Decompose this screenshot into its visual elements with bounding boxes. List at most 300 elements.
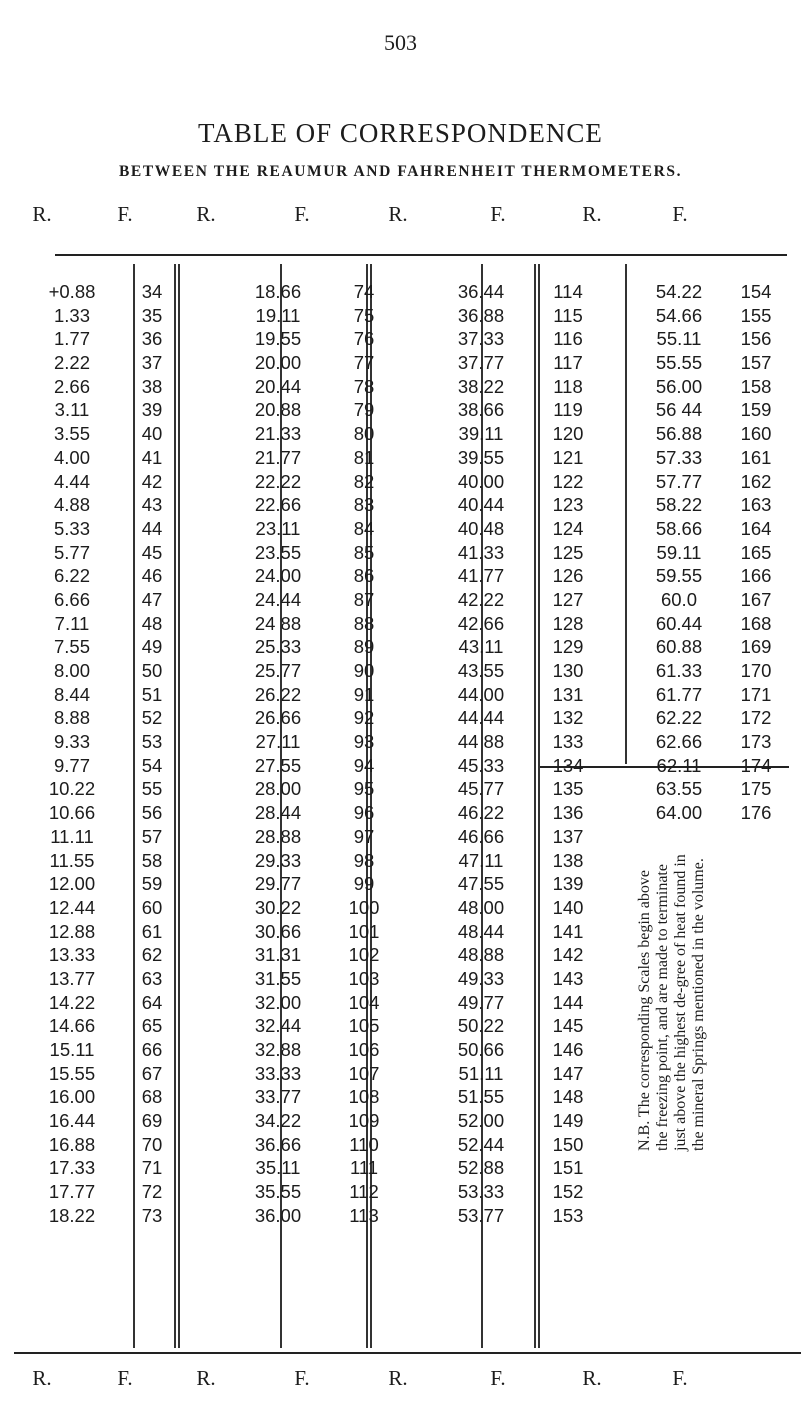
table-top-rule <box>55 254 787 256</box>
fahrenheit-cell: 62 <box>141 944 163 966</box>
table-row <box>18 398 790 422</box>
fahrenheit-cell: 57 <box>141 825 163 847</box>
fahrenheit-cell: 110 <box>349 1133 379 1155</box>
reaumur-cell: 36.66 <box>254 1133 302 1155</box>
reaumur-cell: 40.44 <box>457 494 505 516</box>
fahrenheit-cell: 129 <box>552 636 584 658</box>
reaumur-cell: 16.88 <box>48 1133 96 1155</box>
fahrenheit-cell: 175 <box>740 778 772 800</box>
reaumur-cell: 62.11 <box>656 754 702 776</box>
reaumur-cell: 42.66 <box>457 612 505 634</box>
fahrenheit-cell: 140 <box>552 896 584 918</box>
footer-fahrenheit: F. <box>117 1366 133 1390</box>
fahrenheit-cell: 37 <box>141 352 163 374</box>
fahrenheit-cell: 58 <box>141 849 163 871</box>
fahrenheit-cell: 146 <box>552 1039 584 1060</box>
fahrenheit-cell: 159 <box>740 399 772 421</box>
reaumur-cell: 62.66 <box>655 731 703 753</box>
fahrenheit-cell: 36 <box>141 328 163 350</box>
fahrenheit-cell: 60 <box>141 896 163 918</box>
header-fahrenheit: F. <box>672 202 688 226</box>
reaumur-cell: 62.22 <box>655 707 703 729</box>
fahrenheit-cell: 52 <box>141 707 163 729</box>
fahrenheit-cell: 162 <box>740 470 772 492</box>
footer-reaumur: R. <box>196 1366 216 1390</box>
table-row <box>18 327 790 351</box>
fahrenheit-cell: 150 <box>552 1133 584 1155</box>
reaumur-cell: 22.66 <box>254 494 302 516</box>
reaumur-cell: 8.44 <box>53 683 90 705</box>
fahrenheit-cell: 92 <box>353 707 375 729</box>
reaumur-cell: 42.22 <box>457 588 505 610</box>
reaumur-cell: 56 44 <box>655 399 703 421</box>
fahrenheit-cell: 93 <box>353 731 375 753</box>
reaumur-cell: 11.11 <box>50 825 94 847</box>
fahrenheit-cell: 41 <box>141 446 163 468</box>
fahrenheit-cell: 104 <box>348 991 380 1013</box>
fahrenheit-cell: 109 <box>348 1110 380 1132</box>
fahrenheit-cell: 113 <box>349 1204 379 1226</box>
footer-fahrenheit: F. <box>294 1366 310 1390</box>
reaumur-cell: 14.66 <box>48 1015 96 1037</box>
header-fahrenheit: F. <box>117 202 133 226</box>
fahrenheit-cell: 103 <box>348 967 380 989</box>
reaumur-cell: 25.77 <box>254 660 302 681</box>
reaumur-cell: 45.33 <box>457 754 505 776</box>
reaumur-cell: 6.66 <box>53 588 90 610</box>
reaumur-cell: 57.33 <box>655 446 703 468</box>
table-row <box>18 493 790 517</box>
table-row <box>18 754 790 778</box>
fahrenheit-cell: 51 <box>141 683 163 705</box>
fahrenheit-cell: 141 <box>552 920 584 942</box>
fahrenheit-cell: 160 <box>740 423 772 445</box>
fahrenheit-cell: 50 <box>141 660 163 681</box>
reaumur-cell: 36.88 <box>457 304 505 326</box>
fahrenheit-cell: 56 <box>141 802 163 824</box>
fahrenheit-cell: 43 <box>141 494 163 516</box>
fahrenheit-cell: 153 <box>552 1204 584 1226</box>
reaumur-cell: 61.77 <box>655 683 703 705</box>
table-title: TABLE OF CORRESPONDENCE <box>198 118 603 148</box>
fahrenheit-cell: 151 <box>552 1157 584 1179</box>
reaumur-cell: 9.77 <box>53 754 90 776</box>
reaumur-cell: 38.66 <box>457 399 505 421</box>
fahrenheit-cell: 134 <box>552 754 584 776</box>
reaumur-cell: 57.77 <box>655 470 703 492</box>
reaumur-cell: 43.55 <box>457 660 505 681</box>
reaumur-cell: 4.00 <box>53 446 90 468</box>
reaumur-cell: 6.22 <box>53 565 90 587</box>
reaumur-cell: 24.44 <box>254 588 302 610</box>
reaumur-cell: 49.33 <box>457 967 505 989</box>
fahrenheit-cell: 42 <box>141 470 163 492</box>
reaumur-cell: 35.11 <box>255 1157 301 1179</box>
reaumur-cell: 14.22 <box>48 991 96 1013</box>
fahrenheit-cell: 136 <box>552 802 584 824</box>
header-fahrenheit: F. <box>490 202 506 226</box>
reaumur-cell: 20.88 <box>254 399 302 421</box>
fahrenheit-cell: 144 <box>552 991 584 1013</box>
reaumur-cell: 20.00 <box>254 352 302 374</box>
reaumur-cell: 27.55 <box>254 754 302 776</box>
fahrenheit-cell: 156 <box>740 328 772 350</box>
fahrenheit-cell: 118 <box>553 375 583 397</box>
reaumur-cell: 64.00 <box>655 802 703 824</box>
reaumur-cell: 40.48 <box>457 517 505 539</box>
fahrenheit-cell: 96 <box>353 802 375 824</box>
fahrenheit-cell: 49 <box>141 636 163 658</box>
reaumur-cell: 7.55 <box>53 636 90 658</box>
reaumur-cell: 23.55 <box>254 541 302 563</box>
header-reaumur: R. <box>32 202 52 226</box>
fahrenheit-cell: 163 <box>740 494 772 516</box>
reaumur-cell: 5.77 <box>53 541 90 563</box>
fahrenheit-cell: 99 <box>353 873 375 895</box>
fahrenheit-cell: 94 <box>353 754 375 776</box>
reaumur-cell: 33.33 <box>254 1062 302 1084</box>
reaumur-cell: 37.77 <box>457 352 505 374</box>
reaumur-cell: 60.88 <box>655 636 703 658</box>
fahrenheit-cell: 122 <box>552 470 584 492</box>
reaumur-cell: 4.44 <box>53 470 90 492</box>
reaumur-cell: 32.44 <box>254 1015 302 1037</box>
reaumur-cell: 60.44 <box>655 612 703 634</box>
fahrenheit-cell: 71 <box>141 1157 163 1179</box>
fahrenheit-cell: 68 <box>141 1086 163 1108</box>
fahrenheit-cell: 85 <box>353 541 375 563</box>
fahrenheit-cell: 90 <box>353 660 375 681</box>
reaumur-cell: 38.22 <box>457 375 505 397</box>
fahrenheit-cell: 167 <box>740 588 772 610</box>
fahrenheit-cell: 66 <box>141 1039 163 1060</box>
reaumur-cell: 12.88 <box>48 920 96 942</box>
reaumur-cell: 5.33 <box>53 517 90 539</box>
reaumur-cell: 48.00 <box>457 896 505 918</box>
reaumur-cell: 28.00 <box>254 778 302 800</box>
table-row <box>18 422 790 446</box>
reaumur-cell: 61.33 <box>655 660 703 681</box>
fahrenheit-cell: 35 <box>141 304 163 326</box>
fahrenheit-cell: 165 <box>740 541 772 563</box>
fahrenheit-cell: 75 <box>353 304 375 326</box>
fahrenheit-cell: 54 <box>141 754 163 776</box>
fahrenheit-cell: 124 <box>552 517 584 539</box>
reaumur-cell: 60.0 <box>660 588 697 610</box>
reaumur-cell: 33.77 <box>254 1086 302 1108</box>
bottom-column-headers <box>0 1366 801 1392</box>
header-reaumur: R. <box>196 202 216 226</box>
table-row <box>18 683 790 707</box>
reaumur-cell: 29.77 <box>254 873 302 895</box>
reaumur-cell: 29.33 <box>254 849 302 871</box>
reaumur-cell: 13.77 <box>48 967 96 989</box>
fahrenheit-cell: 166 <box>740 565 772 587</box>
table-row <box>18 470 790 494</box>
reaumur-cell: 23.11 <box>255 517 301 539</box>
reaumur-cell: 11.55 <box>49 849 95 871</box>
fahrenheit-cell: 126 <box>552 565 584 587</box>
reaumur-cell: 16.00 <box>48 1086 96 1108</box>
table-row <box>18 588 790 612</box>
reaumur-cell: 24.00 <box>254 565 302 587</box>
reaumur-cell: 56.88 <box>655 423 703 445</box>
reaumur-cell: 41.33 <box>457 541 505 563</box>
reaumur-cell: 58.66 <box>655 517 703 539</box>
fahrenheit-cell: 44 <box>141 517 163 539</box>
fahrenheit-cell: 76 <box>353 328 375 350</box>
footer-reaumur: R. <box>388 1366 408 1390</box>
fahrenheit-cell: 137 <box>552 825 584 847</box>
reaumur-cell: 30.66 <box>254 920 302 942</box>
fahrenheit-cell: 164 <box>740 517 772 539</box>
fahrenheit-cell: 154 <box>740 281 772 302</box>
reaumur-cell: 63.55 <box>655 778 703 800</box>
fahrenheit-cell: 105 <box>348 1015 380 1037</box>
fahrenheit-cell: 80 <box>353 423 375 445</box>
fahrenheit-cell: 83 <box>353 494 375 516</box>
fahrenheit-cell: 63 <box>141 967 163 989</box>
fahrenheit-cell: 73 <box>141 1204 163 1226</box>
fahrenheit-cell: 149 <box>552 1110 584 1132</box>
reaumur-cell: 36.44 <box>457 281 505 302</box>
reaumur-cell: 20.44 <box>254 375 302 397</box>
reaumur-cell: 43.11 <box>458 636 504 658</box>
reaumur-cell: 18.22 <box>48 1204 96 1226</box>
fahrenheit-cell: 86 <box>353 565 375 587</box>
reaumur-cell: 27.11 <box>255 731 301 753</box>
reaumur-cell: 7.11 <box>54 612 90 634</box>
reaumur-cell: 10.22 <box>48 778 96 800</box>
footnote: N.B. The corresponding Scales begin above the freezing point, and are made to terminate just above the highest de-gree of heat found in the mineral Springs mentioned in the volume. <box>636 854 707 1151</box>
reaumur-cell: 26.22 <box>254 683 302 705</box>
fahrenheit-cell: 65 <box>141 1015 163 1037</box>
reaumur-cell: 52.88 <box>457 1157 505 1179</box>
fahrenheit-cell: 120 <box>552 423 584 445</box>
reaumur-cell: 44.44 <box>457 707 505 729</box>
reaumur-cell: 53.77 <box>457 1204 505 1226</box>
reaumur-cell: 12.00 <box>48 873 96 895</box>
reaumur-cell: 37.33 <box>457 328 505 350</box>
reaumur-cell: 26.66 <box>254 707 302 729</box>
reaumur-cell: 48.88 <box>457 944 505 966</box>
fahrenheit-cell: 117 <box>553 352 583 374</box>
reaumur-cell: 4.88 <box>53 494 90 516</box>
table-row <box>18 777 790 801</box>
reaumur-cell: 15.55 <box>48 1062 96 1084</box>
reaumur-cell: 9.33 <box>53 731 90 753</box>
table-row <box>18 541 790 565</box>
fahrenheit-cell: 116 <box>553 328 583 350</box>
reaumur-cell: 36.00 <box>254 1204 302 1226</box>
reaumur-cell: 49.77 <box>457 991 505 1013</box>
fahrenheit-cell: 89 <box>353 636 375 658</box>
fahrenheit-cell: 171 <box>740 683 772 705</box>
fahrenheit-cell: 78 <box>353 375 375 397</box>
footer-fahrenheit: F. <box>490 1366 506 1390</box>
table-row <box>18 706 790 730</box>
reaumur-cell: 8.88 <box>53 707 90 729</box>
table-row <box>18 635 790 659</box>
fahrenheit-cell: 67 <box>141 1062 163 1084</box>
fahrenheit-cell: 143 <box>552 967 584 989</box>
fahrenheit-cell: 100 <box>348 896 380 918</box>
fahrenheit-cell: 152 <box>552 1181 584 1203</box>
fahrenheit-cell: 131 <box>552 683 584 705</box>
reaumur-cell: 59.11 <box>656 541 702 563</box>
header-fahrenheit: F. <box>294 202 310 226</box>
fahrenheit-cell: 107 <box>348 1062 380 1084</box>
page-number: 503 <box>384 30 417 55</box>
reaumur-cell: 45.77 <box>457 778 505 800</box>
fahrenheit-cell: 46 <box>141 565 163 587</box>
top-column-headers <box>0 202 801 228</box>
reaumur-cell: 32.00 <box>254 991 302 1013</box>
fahrenheit-cell: 34 <box>141 281 163 302</box>
reaumur-cell: 18.66 <box>254 281 302 302</box>
header-reaumur: R. <box>582 202 602 226</box>
reaumur-cell: 30.22 <box>254 896 302 918</box>
reaumur-cell: 39.11 <box>458 423 504 445</box>
reaumur-cell: 58.22 <box>655 494 703 516</box>
fahrenheit-cell: 61 <box>141 920 163 942</box>
fahrenheit-cell: 53 <box>141 731 163 753</box>
fahrenheit-cell: 145 <box>552 1015 584 1037</box>
fahrenheit-cell: 139 <box>552 873 584 895</box>
fahrenheit-cell: 82 <box>353 470 375 492</box>
fahrenheit-cell: 133 <box>552 731 584 753</box>
reaumur-cell: 22.22 <box>254 470 302 492</box>
reaumur-cell: 46.22 <box>457 802 505 824</box>
footer-reaumur: R. <box>32 1366 52 1390</box>
fahrenheit-cell: 111 <box>349 1157 379 1179</box>
table-row <box>18 1180 790 1204</box>
fahrenheit-cell: 45 <box>141 541 163 563</box>
reaumur-cell: 12.44 <box>48 896 96 918</box>
table-row <box>18 304 790 328</box>
fahrenheit-cell: 72 <box>141 1181 163 1203</box>
reaumur-cell: 59.55 <box>655 565 703 587</box>
reaumur-cell: 19.55 <box>254 328 302 350</box>
fahrenheit-cell: 161 <box>740 446 772 468</box>
reaumur-cell: 17.33 <box>48 1157 96 1179</box>
fahrenheit-cell: 69 <box>141 1110 163 1132</box>
reaumur-cell: 55.11 <box>656 328 702 350</box>
fahrenheit-cell: 98 <box>353 849 375 871</box>
fahrenheit-cell: 88 <box>353 612 375 634</box>
table-row <box>18 564 790 588</box>
reaumur-cell: 50.66 <box>457 1039 505 1060</box>
reaumur-cell: 21.33 <box>254 423 302 445</box>
fahrenheit-cell: 123 <box>552 494 584 516</box>
reaumur-cell: +0.88 <box>48 281 96 302</box>
reaumur-cell: 35.55 <box>254 1181 302 1203</box>
fahrenheit-cell: 157 <box>740 352 772 374</box>
table-row <box>18 1156 790 1180</box>
fahrenheit-cell: 125 <box>552 541 584 563</box>
fahrenheit-cell: 81 <box>353 446 375 468</box>
reaumur-cell: 32.88 <box>254 1039 302 1060</box>
table-subtitle: BETWEEN THE REAUMUR AND FAHRENHEIT THERMOMETERS. <box>118 163 683 180</box>
fahrenheit-cell: 128 <box>552 612 584 634</box>
fahrenheit-cell: 70 <box>141 1133 163 1155</box>
reaumur-cell: 55.55 <box>655 352 703 374</box>
reaumur-cell: 54.66 <box>655 304 703 326</box>
reaumur-cell: 25.33 <box>254 636 302 658</box>
fahrenheit-cell: 79 <box>353 399 375 421</box>
reaumur-cell: 16.44 <box>48 1110 96 1132</box>
table-row <box>18 1204 790 1228</box>
reaumur-cell: 31.55 <box>254 967 302 989</box>
reaumur-cell: 41.77 <box>457 565 505 587</box>
table-row <box>18 801 790 825</box>
reaumur-cell: 10.66 <box>48 802 96 824</box>
reaumur-cell: 50.22 <box>457 1015 505 1037</box>
fahrenheit-cell: 40 <box>141 423 163 445</box>
fahrenheit-cell: 95 <box>353 778 375 800</box>
reaumur-cell: 1.33 <box>53 304 90 326</box>
reaumur-cell: 21.77 <box>254 446 302 468</box>
table-row <box>18 280 790 304</box>
reaumur-cell: 17.77 <box>48 1181 96 1203</box>
reaumur-cell: 54.22 <box>655 281 703 302</box>
fahrenheit-cell: 77 <box>353 352 375 374</box>
fahrenheit-cell: 119 <box>553 399 583 421</box>
reaumur-cell: 44.00 <box>457 683 505 705</box>
fahrenheit-cell: 91 <box>353 683 375 705</box>
fahrenheit-cell: 112 <box>349 1181 379 1203</box>
reaumur-cell: 52.44 <box>457 1133 505 1155</box>
fahrenheit-cell: 97 <box>353 825 375 847</box>
table-row <box>18 730 790 754</box>
reaumur-cell: 51.55 <box>457 1086 505 1108</box>
reaumur-cell: 53.33 <box>457 1181 505 1203</box>
fahrenheit-cell: 155 <box>740 304 772 326</box>
table-row <box>18 659 790 683</box>
reaumur-cell: 2.22 <box>53 352 90 374</box>
fahrenheit-cell: 173 <box>740 731 772 753</box>
fahrenheit-cell: 142 <box>552 944 584 966</box>
reaumur-cell: 48.44 <box>457 920 505 942</box>
table-row <box>18 825 790 849</box>
fahrenheit-cell: 147 <box>552 1062 584 1084</box>
footer-fahrenheit: F. <box>672 1366 688 1390</box>
reaumur-cell: 1.77 <box>53 328 90 350</box>
table-row <box>18 375 790 399</box>
fahrenheit-cell: 115 <box>553 304 583 326</box>
reaumur-cell: 3.55 <box>53 423 90 445</box>
fahrenheit-cell: 55 <box>141 778 163 800</box>
fahrenheit-cell: 108 <box>348 1086 380 1108</box>
fahrenheit-cell: 38 <box>141 375 163 397</box>
fahrenheit-cell: 127 <box>552 588 584 610</box>
fahrenheit-cell: 102 <box>348 944 380 966</box>
fahrenheit-cell: 87 <box>353 588 375 610</box>
fahrenheit-cell: 132 <box>552 707 584 729</box>
table-row <box>18 446 790 470</box>
fahrenheit-cell: 135 <box>552 778 584 800</box>
reaumur-cell: 44 88 <box>457 731 505 753</box>
fahrenheit-cell: 39 <box>141 399 163 421</box>
fahrenheit-cell: 121 <box>552 446 584 468</box>
fahrenheit-cell: 172 <box>740 707 772 729</box>
reaumur-cell: 47.55 <box>457 873 505 895</box>
reaumur-cell: 13.33 <box>48 944 96 966</box>
fahrenheit-cell: 47 <box>141 588 163 610</box>
fahrenheit-cell: 170 <box>740 660 772 681</box>
reaumur-cell: 15.11 <box>49 1039 95 1060</box>
fahrenheit-cell: 114 <box>553 281 583 302</box>
